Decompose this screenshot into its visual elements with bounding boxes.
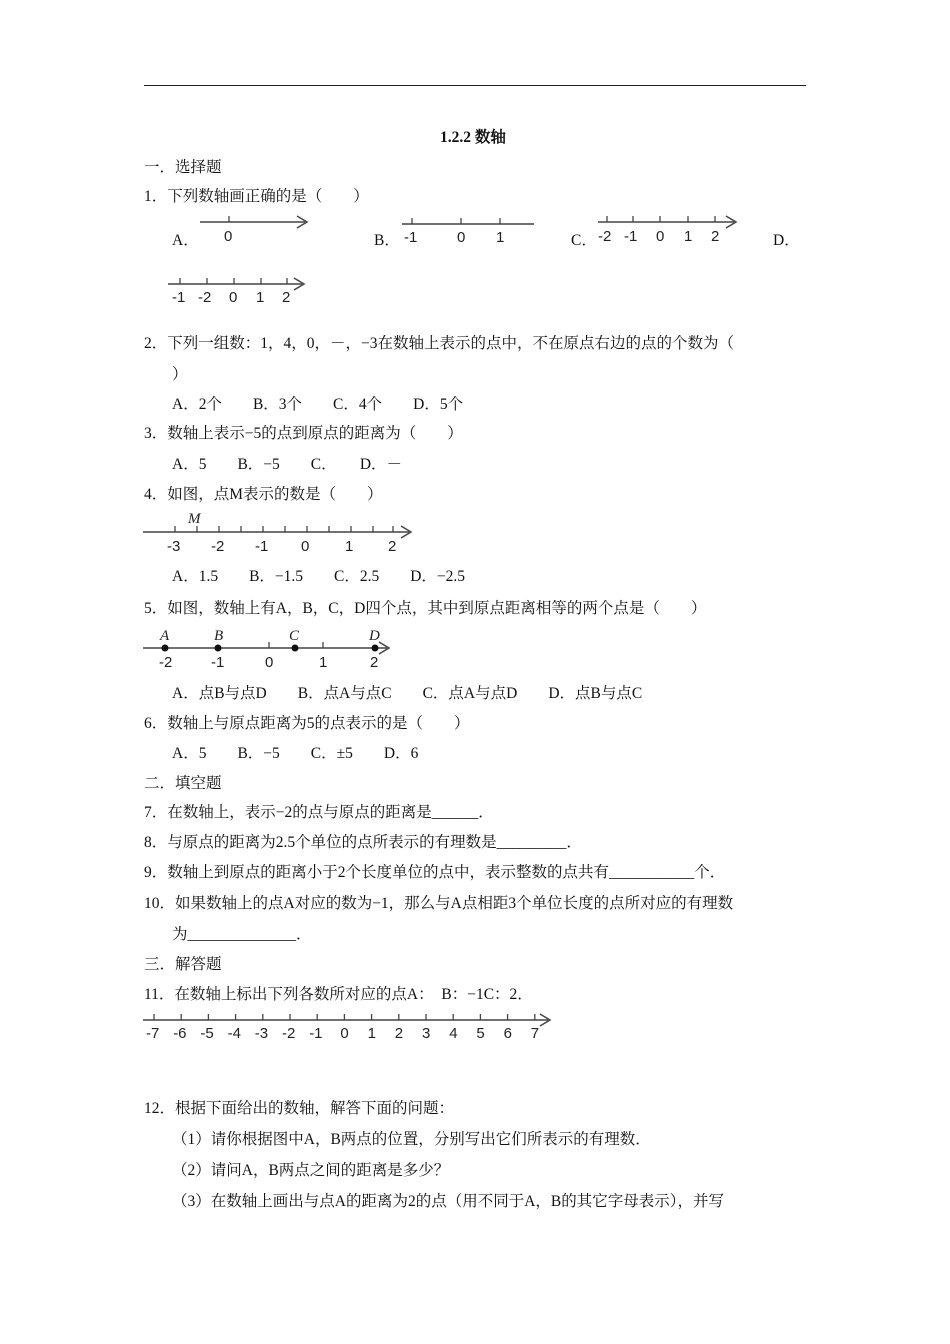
q4-tick-label: 0 xyxy=(301,538,310,555)
q11-tick-label: 4 xyxy=(449,1025,458,1042)
q12-part2: （2）请问A，B两点之间的距离是多少？ xyxy=(172,1162,450,1179)
q1c-tick-label: -2 xyxy=(598,228,612,245)
q1d-tick-label: -1 xyxy=(172,289,186,306)
q2-options: A．2个 B．3个 C．4个 D．5个 xyxy=(172,396,464,413)
q1b-tick-label: 0 xyxy=(457,229,466,246)
q1-option-b: B． xyxy=(374,232,400,249)
q5-point-label-d: D xyxy=(369,628,380,644)
q1c-tick-label: 2 xyxy=(711,228,720,245)
q11-tick-label: -2 xyxy=(282,1025,296,1042)
q1-option-a: A． xyxy=(172,232,199,249)
q4-tick-label: -1 xyxy=(255,538,269,555)
q1-axis-b xyxy=(400,212,540,248)
q5-point-label-b: B xyxy=(214,628,224,644)
q2-stem: 2．下列一组数：1，4，0，－，−3在数轴上表示的点中，不在原点右边的点的个数为（ xyxy=(144,335,734,352)
q11-tick-label: 5 xyxy=(476,1025,485,1042)
section-fill: 二．填空题 xyxy=(144,775,222,792)
q5-tick-label: 2 xyxy=(370,654,379,671)
q11-tick-label: -1 xyxy=(309,1025,323,1042)
q5-tick-label: 1 xyxy=(319,654,328,671)
q11-tick-label: 6 xyxy=(503,1025,512,1042)
q4-tick-label: 1 xyxy=(345,538,354,555)
q6-options: A．5 B．−5 C．±5 D．6 xyxy=(172,745,419,762)
q1-axis-c xyxy=(596,210,741,246)
section-answer: 三．解答题 xyxy=(144,956,222,973)
page-title: 1.2.2 数轴 xyxy=(440,129,506,146)
q11-number-line xyxy=(143,1008,558,1044)
q12-part3: （3）在数轴上画出与点A的距离为2的点（用不同于A，B的其它字母表示），并写 xyxy=(172,1193,724,1210)
section-choice: 一．选择题 xyxy=(144,159,222,176)
q1-stem: 1．下列数轴画正确的是（ ） xyxy=(144,188,369,205)
q1-axis-a xyxy=(195,210,315,246)
q1c-tick-label: 0 xyxy=(656,228,665,245)
q5-point-label-a: A xyxy=(160,628,170,644)
q11-tick-label: -3 xyxy=(254,1025,269,1042)
q11-tick-label: -5 xyxy=(200,1025,214,1042)
q1b-tick-label: 1 xyxy=(496,229,505,246)
q4-tick-label: -2 xyxy=(211,538,225,555)
q4-point-m: M xyxy=(188,511,201,527)
q4-number-line xyxy=(143,508,418,558)
q3-stem: 3．数轴上表示−5的点到原点的距离为（ ） xyxy=(144,425,463,442)
q5-point-a xyxy=(162,645,169,652)
q11-tick-label: 1 xyxy=(367,1025,376,1042)
q11-tick-label: 2 xyxy=(394,1025,404,1042)
q5-tick-label: -1 xyxy=(211,654,225,671)
q1d-tick-label: 0 xyxy=(229,289,238,306)
q5-number-line xyxy=(143,624,398,674)
q11-tick-label: 3 xyxy=(422,1025,431,1042)
q5-point-b xyxy=(215,645,222,652)
q11-tick-label: -4 xyxy=(227,1025,241,1042)
header-rule xyxy=(144,85,806,86)
q1a-tick-label: 0 xyxy=(224,228,233,245)
q12-part1: （1）请你根据图中A，B两点的位置，分别写出它们所表示的有理数． xyxy=(172,1131,651,1148)
q11-tick-label: 7 xyxy=(530,1025,540,1042)
q11-tick-label: -7 xyxy=(146,1025,160,1042)
q1c-tick-label: 1 xyxy=(684,228,693,245)
q5-tick-label: 0 xyxy=(265,654,274,671)
q6-stem: 6．数轴上与原点距离为5的点表示的是（ ） xyxy=(144,715,470,732)
q4-options: A．1.5 B．−1.5 C．2.5 D．−2.5 xyxy=(172,568,466,585)
q1c-tick-label: -1 xyxy=(624,228,638,245)
q4-stem: 4．如图，点M表示的数是（ ） xyxy=(144,486,383,503)
q4-tick-label: -3 xyxy=(167,538,181,555)
q1d-tick-label: -2 xyxy=(198,289,212,306)
q9: 9．数轴上到原点的距离小于2个长度单位的点中，表示整数的点共有___________个． xyxy=(144,864,726,881)
q12-stem: 12．根据下面给出的数轴，解答下面的问题： xyxy=(144,1100,455,1117)
q11-stem: 11．在数轴上标出下列各数所对应的点A： B：−1C：2． xyxy=(144,986,533,1003)
q5-stem: 5．如图，数轴上有A，B，C，D四个点，其中到原点距离相等的两个点是（ ） xyxy=(144,600,707,617)
q3-options: A．5 B．−5 C． D．－ xyxy=(172,456,403,473)
q10-line2: 为______________． xyxy=(172,926,312,943)
q7: 7．在数轴上，表示−2的点与原点的距离是______． xyxy=(144,804,494,821)
q5-point-c xyxy=(292,645,299,652)
q1-option-c: C． xyxy=(571,232,597,249)
q5-tick-label: -2 xyxy=(159,654,173,671)
q11-tick-label: 0 xyxy=(340,1025,349,1042)
q1-axis-d xyxy=(166,272,311,308)
q5-point-d xyxy=(372,645,379,652)
q5-point-label-c: C xyxy=(289,628,300,644)
q4-tick-label: 2 xyxy=(388,538,397,555)
q1d-tick-label: 1 xyxy=(256,289,265,306)
q5-options: A．点B与点D B．点A与点C C．点A与点D D．点B与点C xyxy=(172,685,643,702)
q11-tick-label: -6 xyxy=(173,1025,187,1042)
q1-option-d: D． xyxy=(773,232,800,249)
q2-stem-end: ） xyxy=(172,366,188,383)
q1d-tick-label: 2 xyxy=(282,289,291,306)
q10-line1: 10．如果数轴上的点A对应的数为−1，那么与A点相距3个单位长度的点所对应的有理数 xyxy=(144,895,734,912)
q1b-tick-label: -1 xyxy=(404,229,418,246)
q8: 8．与原点的距离为2.5个单位的点所表示的有理数是_________． xyxy=(144,834,582,851)
